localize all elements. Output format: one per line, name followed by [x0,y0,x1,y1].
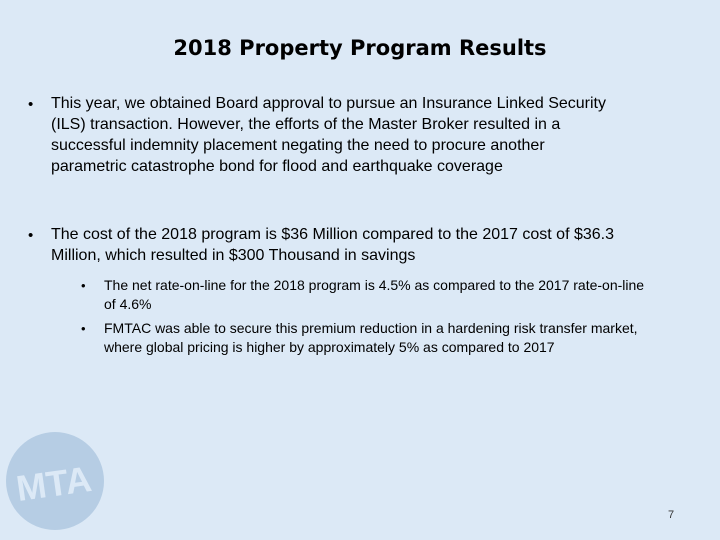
sub-bullet-text: FMTAC was able to secure this premium reduction in a hardening risk transfer market, where global pricing is higher by approximately 5% as compared to 2017 [104,320,638,355]
page-number: 7 [668,509,675,521]
mta-logo-text: MTA [13,457,94,510]
sub-bullet-dot: • [81,278,86,293]
bullet-dot: • [28,96,34,113]
bullet-text: This year, we obtained Board approval to pursue an Insurance Linked Security (ILS) transaction. However, the efforts of the Master Broker resulted in a successful indemnity placement negating the need to procure another parametric catastrophe bond for flood and earthquake coverage [51,95,606,175]
bullet-text: The cost of the 2018 program is $36 Million compared to the 2017 cost of $36.3 Million, which resulted in $300 Thousand in savings [51,226,614,264]
sub-bullet-text: The net rate-on-line for the 2018 program is 4.5% as compared to the 2017 rate-on-line of 4.6% [104,277,645,312]
sub-bullet-dot: • [81,321,86,336]
slide-title: 2018 Property Program Results [173,36,547,60]
bullet-dot: • [28,227,34,244]
mta-logo [4,430,106,532]
